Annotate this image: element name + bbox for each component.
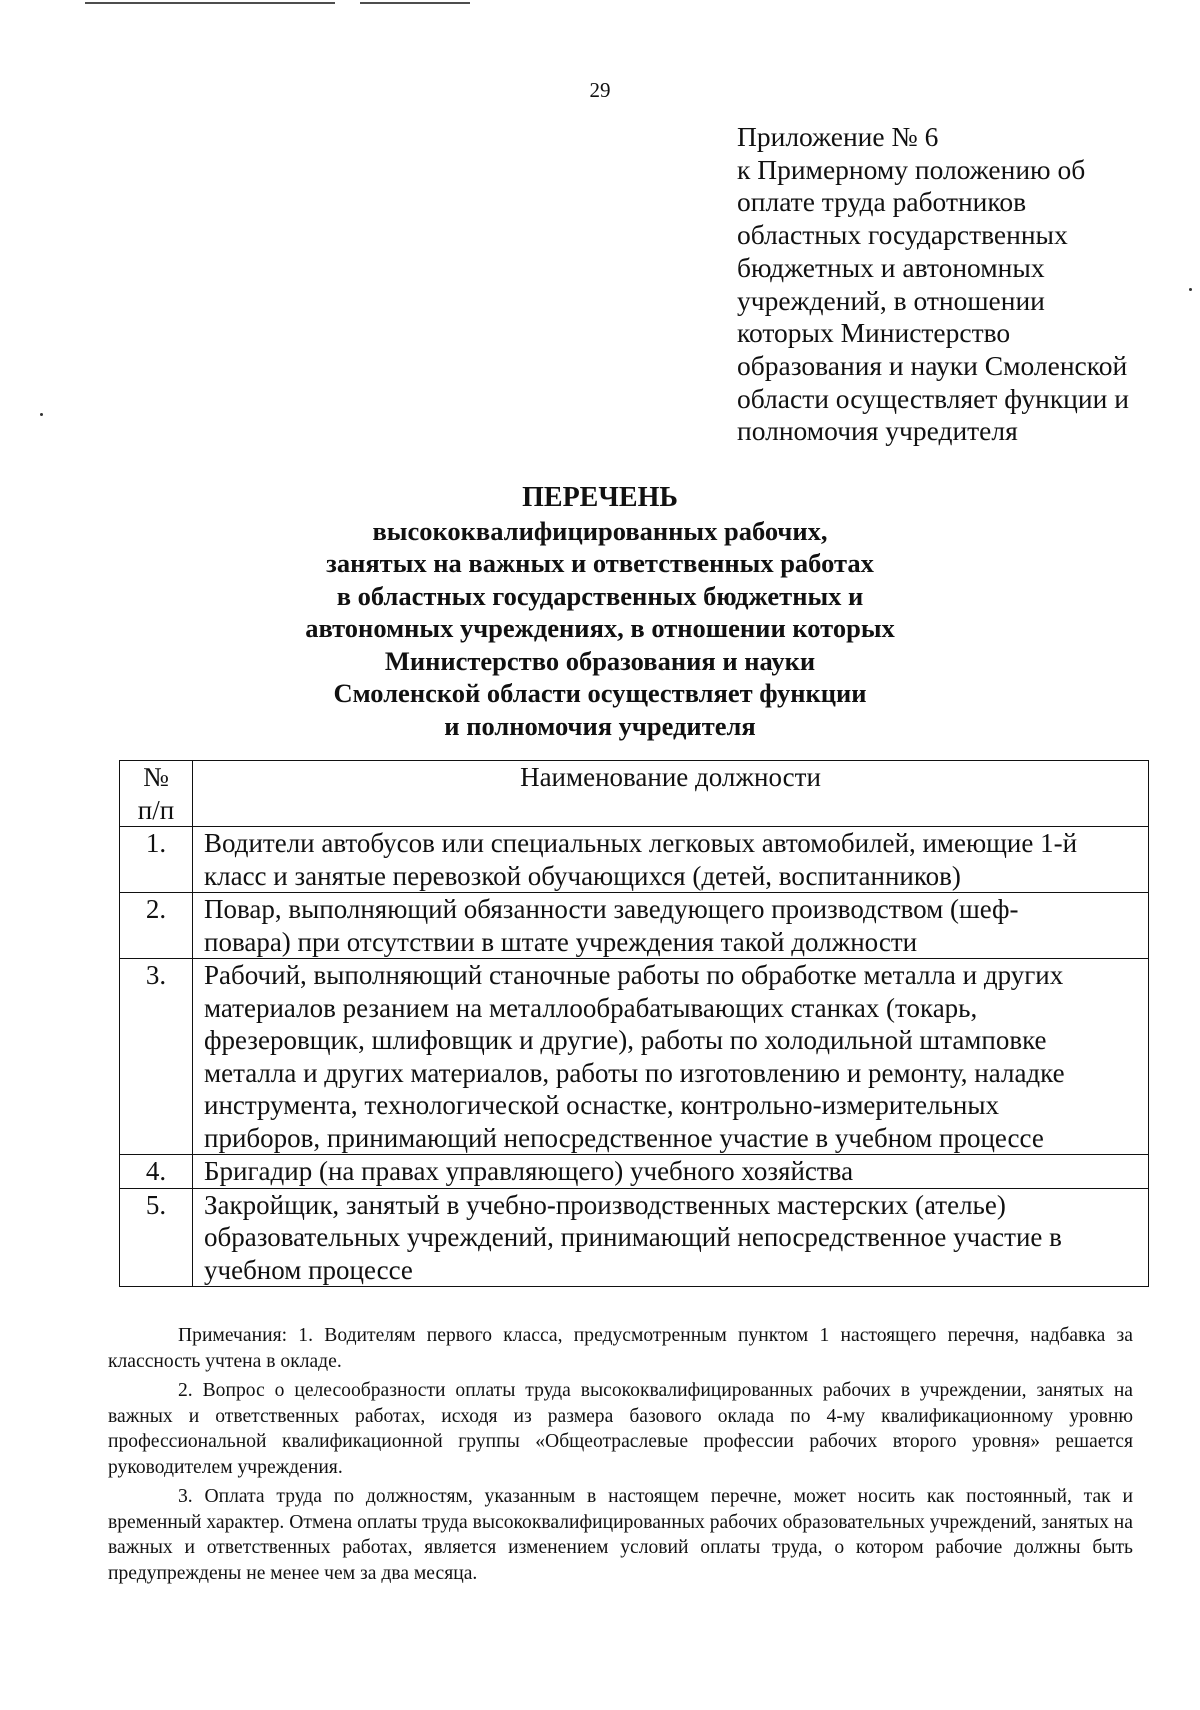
appendix-line: образования и науки Смоленской [737,349,1128,381]
appendix-line: бюджетных и автономных [737,251,1045,283]
title-line: занятых на важных и ответственных работах [326,548,874,578]
scan-artifact-dot [40,413,43,416]
appendix-line: полномочия учредителя [737,415,1018,447]
appendix-line: оплате труда работников [737,186,1027,218]
scan-artifact-line [85,2,335,4]
title-line: Смоленской области осуществляет функции [333,678,867,708]
appendix-line: которых Министерство [737,317,1011,349]
row-text-line: класс и занятые перевозкой обучающихся (детей, воспитанников) [204,860,961,891]
row-text-line: Водители автобусов или специальных легковых автомобилей, имеющие 1-й [204,828,1078,858]
document-title [100,482,1100,742]
table-row [120,827,1149,893]
appendix-line: учреждений, в отношении [737,284,1045,316]
header-number-line: № [143,762,169,792]
row-position-name [193,893,1149,959]
row-text-line: фрезеровщик, шлифовщик и другие), работы по холодильной штамповке [204,1025,1047,1055]
title-main: ПЕРЕЧЕНЬ [522,482,678,513]
row-number: 3. [120,959,193,1155]
row-text-line: Закройщик, занятый в учебно-производственных мастерских (ателье) [204,1189,1006,1220]
header-position-name: Наименование должности [193,761,1149,827]
appendix-header [737,121,1167,448]
row-text-line: Рабочий, выполняющий станочные работы по обработке металла и других [204,960,1064,990]
header-number [120,761,193,827]
appendix-line: областных государственных [737,219,1068,251]
table-header-row [120,761,1149,827]
row-text-line: материалов резанием на металлообрабатывающих станках (токарь, [204,992,978,1023]
row-number: 2. [120,893,193,959]
title-line: Министерство образования и науки [384,645,816,676]
scan-artifact-line [360,2,470,4]
title-line: автономных учреждениях, в отношении которых [305,613,895,643]
row-number: 4. [120,1155,193,1189]
table-row [120,893,1149,959]
title-line: в областных государственных бюджетных и [336,580,864,611]
positions-table [119,760,1149,1287]
scan-artifact-dot [1189,288,1192,291]
page-number: 29 [589,78,611,102]
title-line: высококвалифицированных рабочих, [372,515,828,546]
row-position-name [193,827,1149,893]
row-position-name [193,1155,1149,1189]
appendix-line: области осуществляет функции и [737,382,1129,414]
row-text-line: Бригадир (на правах управляющего) учебного хозяйства [204,1156,854,1186]
table-row [120,959,1149,1155]
header-number-line: п/п [137,794,175,825]
table-row [120,1155,1149,1189]
appendix-line: Приложение № 6 [737,121,939,152]
row-text-line: учебном процессе [204,1254,413,1285]
row-text-line: Повар, выполняющий обязанности заведующего производством (шеф- [204,894,1019,924]
row-number: 1. [120,827,193,893]
note-paragraph: Примечания: 1. Водителям первого класса, предусмотренным пунктом 1 настоящего перечня, надбавка за классность учтена в окладе. [108,1325,1133,1372]
note-paragraph: 3. Оплата труда по должностям, указанным в настоящем перечне, может носить как постоянный, так и временный характер. Отмена оплаты труда высококвалифицированных рабочих образовательных учреждений, занятых на важных и ответственных работах, является изменением условий оплаты труда, о котором рабочие должны быть предупреждены не менее чем за два месяца. [108,1486,1133,1584]
row-number: 5. [120,1188,193,1287]
row-text-line: металла и других материалов, работы по изготовлению и ремонту, наладке [204,1057,1065,1088]
title-line: и полномочия учредителя [444,710,756,741]
row-position-name [193,959,1149,1155]
row-text-line: инструмента, технологической оснастке, контрольно-измерительных [204,1090,1000,1120]
appendix-line: к Примерному положению об [737,153,1086,185]
row-text-line: повара) при отсутствии в штате учреждения такой должности [204,926,918,957]
row-text-line: образовательных учреждений, принимающий непосредственное участие в [204,1222,1062,1252]
row-text-line: приборов, принимающий непосредственное участие в учебном процессе [204,1122,1044,1153]
note-paragraph: 2. Вопрос о целесообразности оплаты труда высококвалифицированных рабочих в учреждении, занятых на важных и ответственных работах, исходя из размера базового оклада по 4-му квалификационному уровню профессиональной квалификационной группы «Общеотраслевые профессии рабочих второго уровня» решается руководителем учреждения. [108,1380,1133,1478]
notes-section [108,1323,1133,1586]
row-position-name [193,1188,1149,1287]
table-row [120,1188,1149,1287]
